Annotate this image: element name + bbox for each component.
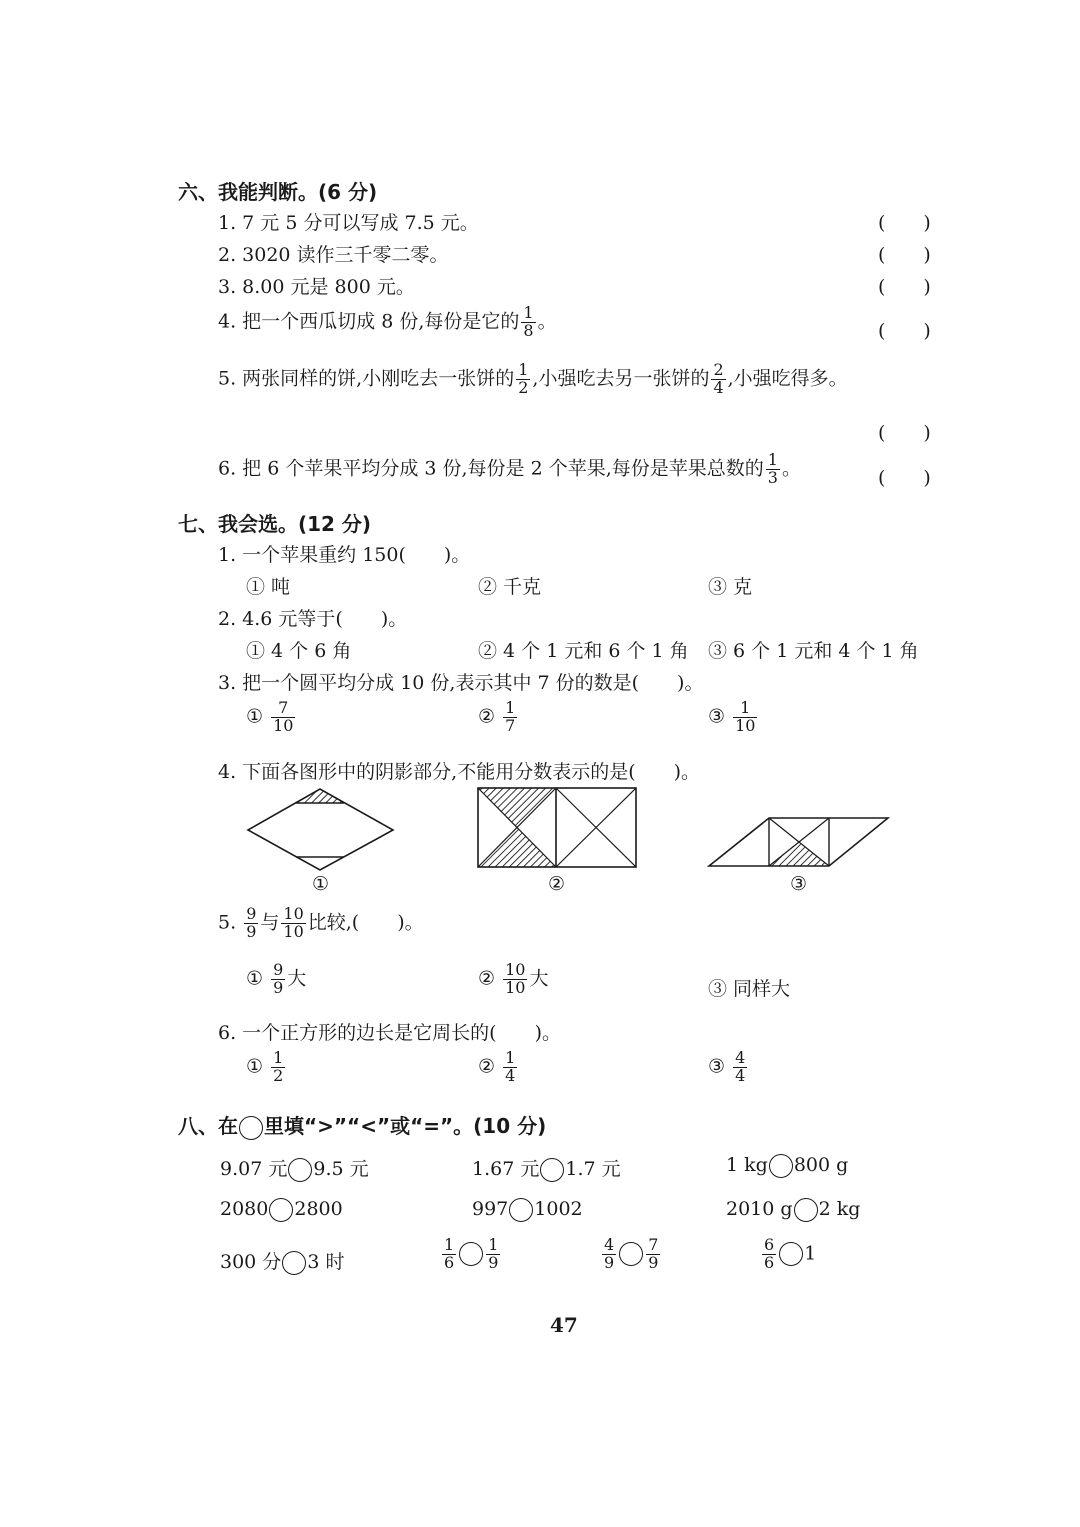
compare-circle[interactable] xyxy=(282,1251,306,1275)
option-3-1[interactable]: ① $\frac{7}{10}$ xyxy=(246,698,294,735)
option-6-2[interactable]: ② $\frac{1}{4}$ xyxy=(478,1048,516,1085)
fraction: $\frac{1}{3}$ xyxy=(767,450,778,487)
compare-item: 2080 2800 xyxy=(220,1198,343,1220)
fraction: $\frac{1}{10}$ xyxy=(735,698,756,735)
fraction: $\frac{1}{9}$ xyxy=(488,1235,499,1272)
compare-circle[interactable] xyxy=(288,1158,312,1182)
figure-2-rectangle[interactable] xyxy=(478,788,636,867)
fraction: $\frac{9}{9}$ xyxy=(246,904,257,941)
judge-item-4: 4. 把一个西瓜切成 8 份,每份是它的 $\frac{1}{8}$ 。 xyxy=(218,303,557,340)
option-1-1[interactable]: ① 吨 xyxy=(246,576,291,598)
choice-question-2: 2. 4.6 元等于( )。 xyxy=(218,608,408,630)
judge-item-6: 6. 把 6 个苹果平均分成 3 份,每份是 2 个苹果,每份是苹果总数的 $\frac{1}{3}$ 。 xyxy=(218,450,801,487)
option-2-2[interactable]: ② 4 个 1 元和 6 个 1 角 xyxy=(478,640,689,662)
compare-circle[interactable] xyxy=(769,1154,793,1178)
option-2-3[interactable]: ③ 6 个 1 元和 4 个 1 角 xyxy=(708,640,919,662)
judge-item-1: 1. 7 元 5 分可以写成 7.5 元。 xyxy=(218,212,479,234)
section-7-title: 七、我会选。(12 分) xyxy=(178,512,372,536)
option-1-2[interactable]: ② 千克 xyxy=(478,576,542,598)
option-2-1[interactable]: ① 4 个 6 角 xyxy=(246,640,352,662)
option-3-2[interactable]: ② $\frac{1}{7}$ xyxy=(478,698,516,735)
fraction: $\frac{1}{2}$ xyxy=(273,1048,284,1085)
answer-blank-4[interactable]: ( ) xyxy=(878,320,931,342)
compare-item: $\frac{6}{6}$ 1 xyxy=(764,1235,817,1272)
fraction: $\frac{6}{6}$ xyxy=(764,1235,775,1272)
fraction: $\frac{10}{10}$ xyxy=(283,904,304,941)
judge-item-4-text: 4. 把一个西瓜切成 8 份,每份是它的 xyxy=(218,310,520,333)
compare-circle[interactable] xyxy=(509,1198,533,1222)
option-6-3[interactable]: ③ $\frac{4}{4}$ xyxy=(708,1048,746,1085)
fraction: $\frac{4}{4}$ xyxy=(735,1048,746,1085)
figure-label-1[interactable]: ① xyxy=(312,873,330,895)
compare-item: 9.07 元 9.5 元 xyxy=(220,1158,369,1180)
choice-question-3: 3. 把一个圆平均分成 10 份,表示其中 7 份的数是( )。 xyxy=(218,672,704,694)
fraction: $\frac{1}{8}$ xyxy=(523,303,534,340)
compare-circle[interactable] xyxy=(794,1198,818,1222)
answer-blank-3[interactable]: ( ) xyxy=(878,276,931,298)
judge-item-3: 3. 8.00 元是 800 元。 xyxy=(218,276,415,298)
fraction: $\frac{4}{9}$ xyxy=(604,1235,615,1272)
compare-circle[interactable] xyxy=(779,1242,803,1266)
option-6-1[interactable]: ① $\frac{1}{2}$ xyxy=(246,1048,284,1085)
section-6-title: 六、我能判断。(6 分) xyxy=(178,180,378,204)
answer-blank-2[interactable]: ( ) xyxy=(878,244,931,266)
fraction: $\frac{7}{9}$ xyxy=(648,1235,659,1272)
choice-question-1: 1. 一个苹果重约 150( )。 xyxy=(218,544,471,566)
choice-question-6: 6. 一个正方形的边长是它周长的( )。 xyxy=(218,1022,561,1044)
figure-label-3[interactable]: ③ xyxy=(790,873,808,895)
circle-icon xyxy=(239,1116,263,1140)
choice-question-5: 5. $\frac{9}{9}$ 与 $\frac{10}{10}$ 比较,( )。 xyxy=(218,904,424,941)
compare-item: 2010 g 2 kg xyxy=(726,1198,861,1220)
page-number: 47 xyxy=(550,1313,578,1337)
compare-circle[interactable] xyxy=(619,1242,643,1266)
judge-item-2: 2. 3020 读作三千零二零。 xyxy=(218,244,449,266)
compare-item: 1.67 元 1.7 元 xyxy=(472,1158,621,1180)
compare-item xyxy=(600,1237,662,1272)
compare-item: 300 分 3 时 xyxy=(220,1251,345,1273)
fraction: $\frac{1}{4}$ xyxy=(505,1048,516,1085)
figure-label-2[interactable]: ② xyxy=(548,873,566,895)
fraction: $\frac{1}{7}$ xyxy=(505,698,516,735)
answer-blank-6[interactable]: ( ) xyxy=(878,467,931,489)
option-3-3[interactable]: ③ $\frac{1}{10}$ xyxy=(708,698,756,735)
option-5-2[interactable]: ② $\frac{10}{10}$ 大 xyxy=(478,960,549,997)
fraction: $\frac{1}{6}$ xyxy=(444,1235,455,1272)
answer-blank-1[interactable]: ( ) xyxy=(878,212,931,234)
compare-item: 997 1002 xyxy=(472,1198,583,1220)
section-8-title: 八、在 里填“>”“<”或“=”。(10 分) xyxy=(178,1114,547,1138)
compare-item xyxy=(440,1237,502,1272)
compare-circle[interactable] xyxy=(459,1242,483,1266)
compare-circle[interactable] xyxy=(540,1158,564,1182)
fraction: $\frac{10}{10}$ xyxy=(505,960,526,997)
fraction: $\frac{9}{9}$ xyxy=(273,960,284,997)
compare-item: 1 kg 800 g xyxy=(726,1154,849,1176)
figure-3-parallelogram[interactable] xyxy=(709,818,888,866)
figure-1-rhombus[interactable] xyxy=(248,789,393,870)
option-1-3[interactable]: ③ 克 xyxy=(708,576,753,598)
choice-question-4: 4. 下面各图形中的阴影部分,不能用分数表示的是( )。 xyxy=(218,761,701,783)
answer-blank-5[interactable]: ( ) xyxy=(878,422,931,444)
judge-item-5: 5. 两张同样的饼,小刚吃去一张饼的 $\frac{1}{2}$ ,小强吃去另一张饼的 $\frac{2}{4}$ ,小强吃得多。 xyxy=(218,360,848,397)
fraction: $\frac{1}{2}$ xyxy=(518,360,529,397)
option-5-3[interactable]: ③ 同样大 xyxy=(708,978,791,1000)
compare-circle[interactable] xyxy=(269,1198,293,1222)
fraction: $\frac{2}{4}$ xyxy=(713,360,724,397)
option-5-1[interactable]: ① $\frac{9}{9}$ 大 xyxy=(246,960,307,997)
fraction: $\frac{7}{10}$ xyxy=(273,698,294,735)
